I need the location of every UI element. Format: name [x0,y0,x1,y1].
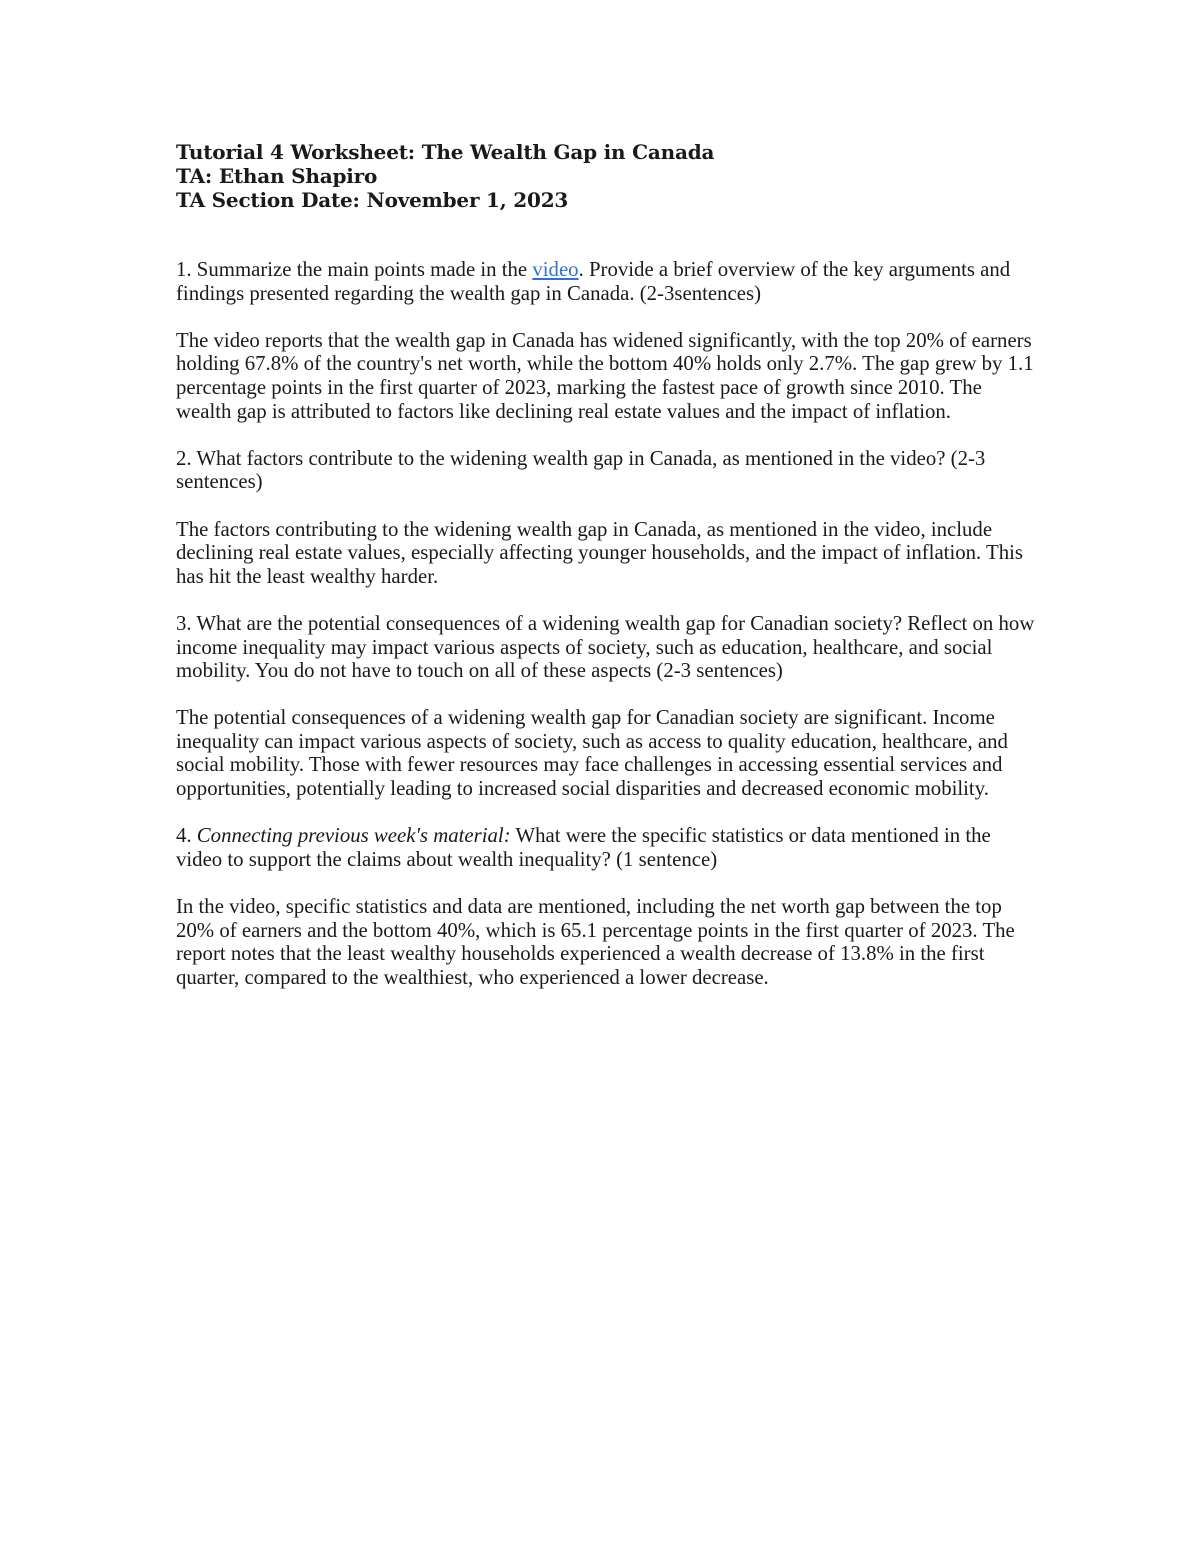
question-3: 3. What are the potential consequences of a widening wealth gap for Canadian society? Reflect on how income inequality may impact various aspects of society, such as education, healthcare, and social mobility. You do not have to touch on all of these aspects (2-3 sentences) [176,611,1035,683]
answer-1: The video reports that the wealth gap in Canada has widened significantly, with the top 20% of earners holding 67.8% of the country's net worth, while the bottom 40% holds only 2.7%. The gap grew by 1.1 percentage points in the first quarter of 2023, marking the fastest pace of growth since 2010. The wealth gap is attributed to factors like declining real estate values and the impact of inflation. [176,328,1034,423]
question-4-rest: What were the specific statistics or data mentioned in the video to support the claims about wealth inequality? (1 sentence) [176,824,991,871]
question-1 [176,258,1036,305]
question-1-prefix: 1. Summarize the main points made in the [176,258,533,281]
worksheet-title: Tutorial 4 Worksheet: The Wealth Gap in Canada [176,140,715,164]
question-4-number: 4. [176,824,197,848]
answer-4: In the video, specific statistics and data are mentioned, including the net worth gap between the top 20% of earners and the bottom 40%, which is 65.1 percentage points in the first quarter of 2023. The report notes that the least wealthy households experienced a wealth decrease of 13.8% in the first quarter, compared to the wealthiest, who experienced a lower decrease. [176,895,1015,989]
section-date: TA Section Date: November 1, 2023 [176,188,569,212]
question-4 [176,824,1036,871]
question-2: 2. What factors contribute to the widening wealth gap in Canada, as mentioned in the video? (2-3 sentences) [176,446,986,494]
video-link[interactable]: video [532,258,579,281]
worksheet-header [176,140,1036,212]
answer-2: The factors contributing to the widening wealth gap in Canada, as mentioned in the video, include declining real estate values, especially affecting younger households, and the impact of inflation. This has hit the least wealthy harder. [176,517,1024,588]
question-1-suffix: . Provide a brief overview of the key arguments and findings presented regarding the wealth gap in Canada. (2-3sentences) [176,258,1011,305]
question-4-italic-lead: Connecting previous week's material: [196,824,511,848]
ta-name: TA: Ethan Shapiro [176,164,378,188]
worksheet-page [176,140,1036,1013]
answer-3: The potential consequences of a widening wealth gap for Canadian society are significant. Income inequality can impact various aspects of society, such as access to quality education, healthcare, and social mobility. Those with fewer resources may face challenges in accessing essential services and opportunities, potentially leading to increased social disparities and decreased economic mobility. [176,706,1008,801]
